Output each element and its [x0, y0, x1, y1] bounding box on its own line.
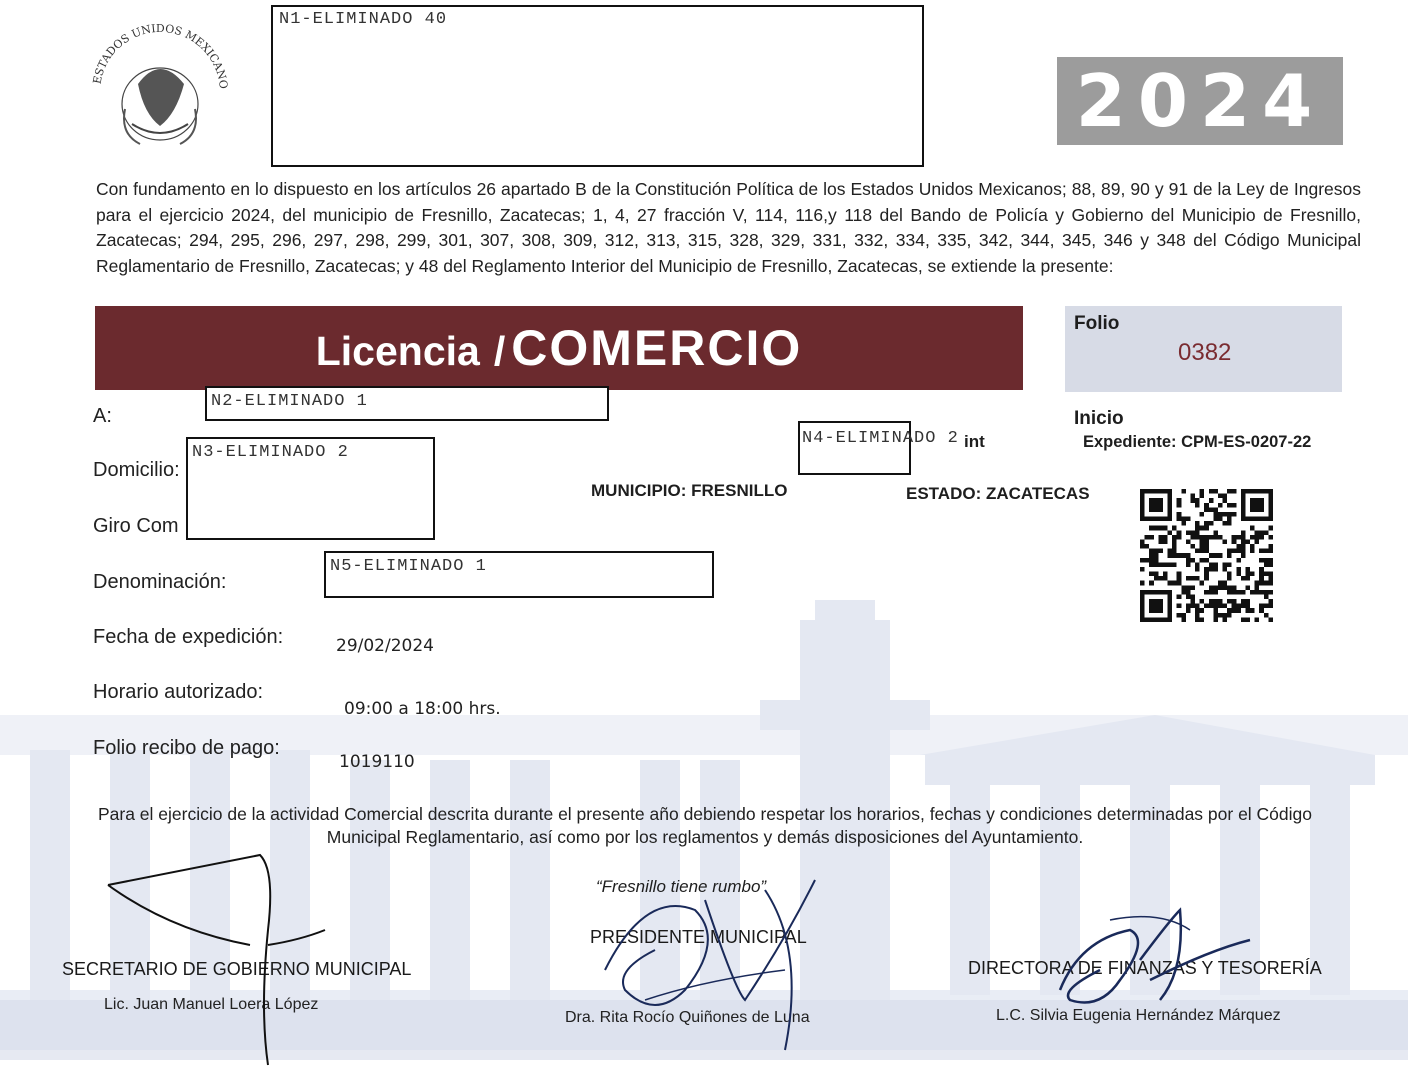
inicio-label: Inicio: [1074, 408, 1124, 429]
folio-label: Folio: [1074, 313, 1120, 334]
recipient-redacted-text: N2-ELIMINADO 1: [211, 392, 368, 411]
signature-name-presidente: Dra. Rita Rocío Quiñones de Luna: [565, 1009, 810, 1026]
signature-title-directora: DIRECTORA DE FINANZAS Y TESORERÍA: [968, 958, 1322, 978]
expediente-text: Expediente: CPM-ES-0207-22: [1083, 433, 1312, 451]
interior-redacted-box: [798, 421, 959, 475]
banner-separator: /: [493, 328, 506, 374]
redacted-header-text: N1-ELIMINADO 40: [279, 10, 448, 29]
recipient-redacted-box: [205, 386, 609, 421]
signature-name-directora: L.C. Silvia Eugenia Hernández Márquez: [996, 1007, 1281, 1024]
license-type-banner: [95, 306, 1023, 390]
giro-label: Giro Com: [93, 515, 179, 537]
mexico-coat-of-arms-seal: [80, 14, 240, 164]
denominacion-label: Denominación:: [93, 571, 227, 593]
recibo-label: Folio recibo de pago:: [93, 737, 280, 759]
interior-redacted-text: N4-ELIMINADO 2: [802, 429, 959, 448]
qr-code: [1140, 489, 1273, 622]
address-redacted-box: [186, 437, 435, 540]
estado-text: ESTADO: ZACATECAS: [906, 484, 1090, 503]
conditions-notice: Para el ejercicio de la actividad Comercial descrita durante el presente año debiendo respetar los horarios, fechas y condiciones determinadas por el Código Municipal Reglamentario, así como por los reglamentos y demás disposiciones del Ayuntamiento.: [97, 804, 1313, 847]
int-label: int: [964, 432, 985, 451]
signature-name-secretario: Lic. Juan Manuel Loera López: [104, 996, 319, 1013]
business-name-redacted-text: N5-ELIMINADO 1: [330, 557, 487, 576]
fecha-value: 29/02/2024: [336, 636, 434, 656]
slogan: “Fresnillo tiene rumbo”: [596, 877, 767, 896]
horario-value: 09:00 a 18:00 hrs.: [344, 699, 501, 719]
address-redacted-text: N3-ELIMINADO 2: [192, 443, 349, 462]
signature-presidente-scribble: [585, 850, 845, 1060]
fecha-label: Fecha de expedición:: [93, 626, 284, 648]
signature-title-presidente: PRESIDENTE MUNICIPAL: [590, 927, 807, 947]
signature-secretario-scribble: [100, 850, 340, 1070]
municipio-text: MUNICIPIO: FRESNILLO: [591, 481, 788, 500]
business-name-redacted-box: [324, 551, 714, 598]
domicilio-label: Domicilio:: [93, 459, 180, 481]
horario-label: Horario autorizado:: [93, 681, 264, 703]
recibo-value: 1019110: [339, 752, 415, 772]
seal-text: ESTADOS UNIDOS MEXICANO: [90, 21, 231, 90]
redacted-header-box: [271, 5, 924, 167]
legal-basis-paragraph: Con fundamento en lo dispuesto en los artículos 26 apartado B de la Constitución Política de los Estados Unidos Mexicanos; 88, 89, 90 y 91 de la Ley de Ingresos para el ejercicio 2024, del municipio de Fresnillo, Zacatecas; 1, 4, 27 fracción V, 114, 116,y 118 del Bando de Policía y Gobierno del Municipio de Fresnillo, Zacatecas; 294, 295, 296, 297, 298, 299, 301, 307, 308, 309, 312, 313, 315, 328, 329, 331, 332, 334, 335, 342, 344, 345, 346 y 348 del Código Municipal Reglamentario de Fresnillo, Zacatecas; y 48 del Reglamento Interior del Municipio de Fresnillo, Zacatecas, se extiende la presente:: [96, 179, 1361, 276]
folio-value: 0382: [1178, 339, 1232, 366]
signature-directora-scribble: [1040, 900, 1260, 1020]
banner-comercio: COMERCIO: [511, 320, 803, 376]
year-badge: 2024: [1057, 57, 1343, 145]
a-label: A:: [93, 405, 112, 427]
banner-licencia: Licencia: [315, 328, 480, 374]
signature-title-secretario: SECRETARIO DE GOBIERNO MUNICIPAL: [62, 959, 412, 979]
